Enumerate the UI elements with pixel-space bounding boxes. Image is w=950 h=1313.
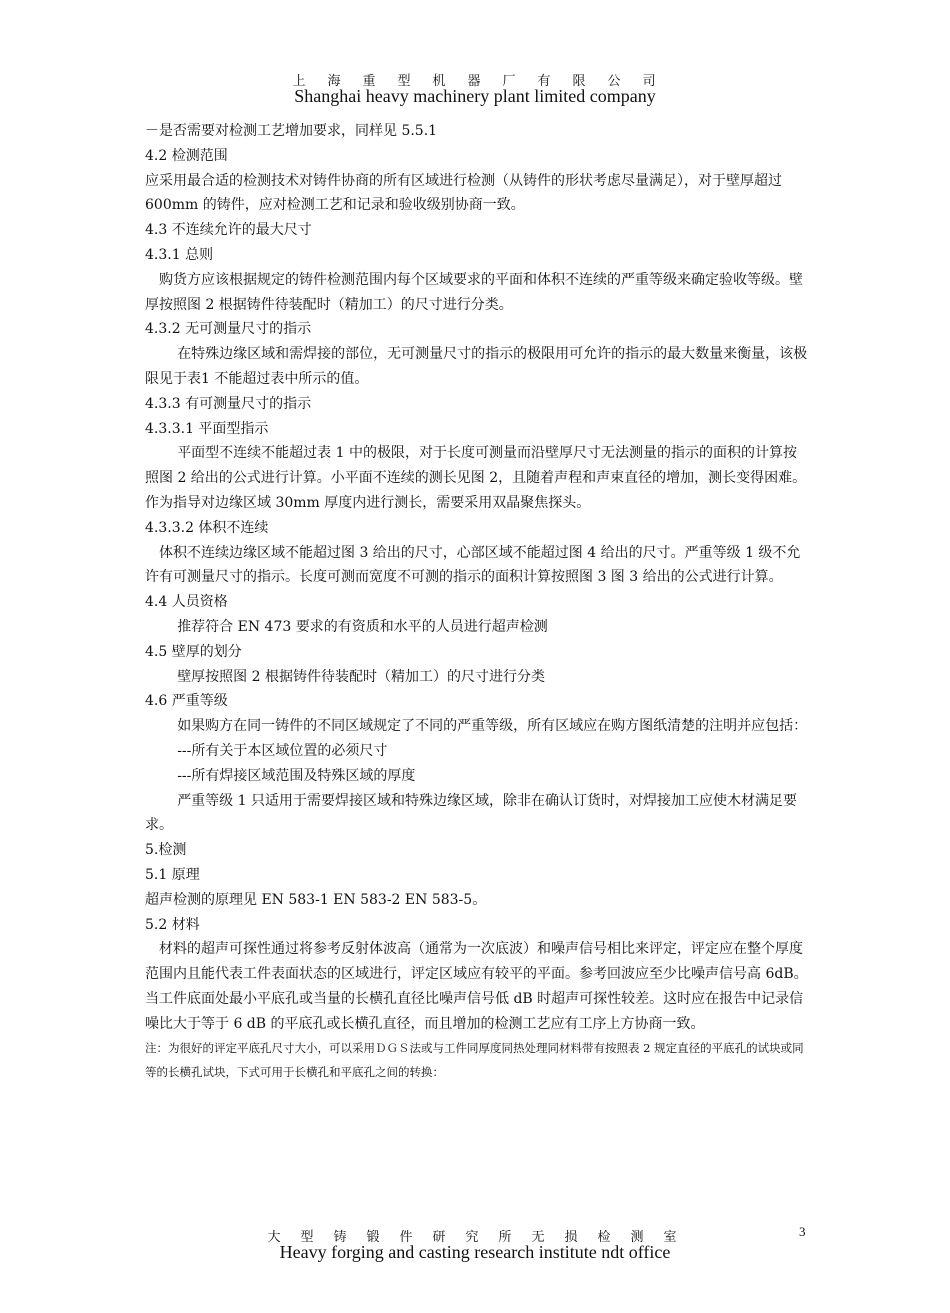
note-paragraph: 注：为很好的评定平底孔尺寸大小，可以采用ＤＧＳ法或与工件同厚度同热处理同材料带有按照表 2 规定直径的平底孔的试块或同等的长横孔试块，下式可用于长横孔和平底孔之间的转换： [145,1041,804,1080]
section-heading-4-3-3-2: 4.3.3.2 体积不连续 [145,519,269,536]
paragraph: 购货方应该根据规定的铸件检测范围内每个区域要求的平面和体积不连续的严重等级来确定验收等级。壁厚按照图 2 根据铸件待装配时（精加工）的尺寸进行分类。 [145,271,803,313]
page-number: 3 [799,1224,806,1239]
section-heading-4-3-1: 4.3.1 总则 [145,246,214,263]
paragraph: 体积不连续边缘区域不能超过图 3 给出的尺寸，心部区域不能超过图 4 给出的尺寸。严重等级 1 级不允许有可测量尺寸的指示。长度可测而宽度不可测的指示的面积计算按照图 3 图 3 给出的公式进行计算。 [145,544,801,586]
paragraph: 超声检测的原理见 EN 583-1 EN 583-2 EN 583-5。 [145,891,487,908]
paragraph: 材料的超声可探性通过将参考反射体波高（通常为一次底波）和噪声信号相比来评定，评定应在整个厚度范围内且能代表工件表面状态的区域进行，评定区域应有较平的平面。参考回波应至少比噪声信号高 6dB。当工件底面处最小平底孔或当量的长横孔直径比噪声信号低 dB 时超声可探性较差。这时应在报告中记录信噪比大于等于 6 dB 的平底孔或长横孔直径，而且增加的检测工艺应有工序上方协商一致。 [145,941,808,1032]
section-heading-4-3-2: 4.3.2 无可测量尺寸的指示 [145,321,312,338]
list-item: ---所有关于本区域位置的必须尺寸 [177,742,388,759]
header-company-en: Shanghai heavy machinery plant limited company [294,86,656,106]
paragraph: 如果购方在同一铸件的不同区域规定了不同的严重等级，所有区域应在购方图纸清楚的注明并应包括： [177,718,808,735]
section-heading-4-4: 4.4 人员资格 [145,594,228,611]
section-heading-4-2: 4.2 检测范围 [145,147,228,164]
section-heading-5-2: 5.2 材料 [145,916,200,933]
paragraph: 严重等级 1 只适用于需要焊接区域和特殊边缘区域，除非在确认订货时，对焊接加工应使木材满足要求。 [145,792,797,834]
header-company-cn: 上海重型机器厂有限公司 [292,74,678,89]
section-heading-5: 5.检测 [145,842,187,859]
paragraph: 在特殊边缘区域和需焊接的部位，无可测量尺寸的指示的极限用可允许的指示的最大数量来衡量，该极限见于表1 不能超过表中所示的值。 [145,346,808,387]
section-heading-4-6: 4.6 严重等级 [145,693,228,710]
section-heading-4-3: 4.3 不连续允许的最大尺寸 [145,222,312,239]
paragraph: 推荐符合 EN 473 要求的有资质和水平的人员进行超声检测 [177,618,548,635]
document-body [145,119,809,1084]
paragraph: －是否需要对检测工艺增加要求，同样见 5.5.1 [145,123,438,139]
paragraph: 应采用最合适的检测技术对铸件协商的所有区域进行检测（从铸件的形状考虑尽量满足），对于壁厚超过 600mm 的铸件，应对检测工艺和记录和验收级别协商一致。 [145,172,782,214]
list-item: ---所有焊接区域范围及特殊区域的厚度 [177,767,416,784]
section-heading-5-1: 5.1 原理 [145,866,200,883]
paragraph: 壁厚按照图 2 根据铸件待装配时（精加工）的尺寸进行分类 [177,668,545,685]
paragraph: 平面型不连续不能超过表 1 中的极限，对于长度可测量而沿壁厚尺寸无法测量的指示的面积的计算按照图 2 给出的公式进行计算。小平面不连续的测长见图 2，且随着声程和声束直径的增加，测长变得困难。作为指导对边缘区域 30mm 厚度内进行测长，需要采用双晶聚焦探头。 [145,445,807,511]
section-heading-4-5: 4.5 壁厚的划分 [145,643,242,660]
footer-institute-en: Heavy forging and casting research institute ndt office [279,1242,671,1262]
footer-institute-cn: 大型铸锻件研究所无损检测室 [267,1230,697,1245]
section-heading-4-3-3-1: 4.3.3.1 平面型指示 [145,420,269,437]
section-heading-4-3-3: 4.3.3 有可测量尺寸的指示 [145,395,312,412]
